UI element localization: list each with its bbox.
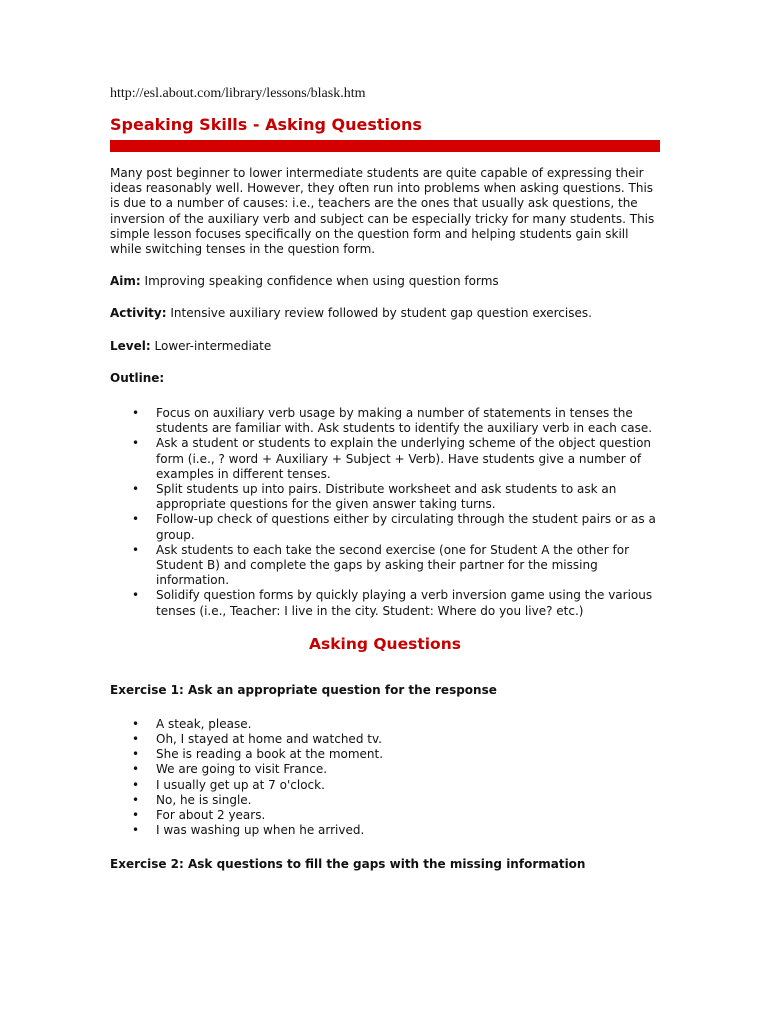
aim-label: Aim: bbox=[110, 274, 141, 289]
bullet-icon: • bbox=[132, 406, 140, 421]
list-item bbox=[110, 823, 660, 838]
list-item bbox=[110, 482, 660, 512]
page-title: Speaking Skills - Asking Questions bbox=[110, 115, 422, 134]
bullet-icon: • bbox=[132, 808, 140, 823]
bullet-icon: • bbox=[132, 792, 140, 807]
list-item bbox=[110, 717, 660, 732]
list-item bbox=[110, 778, 660, 793]
level-text: Lower-intermediate bbox=[154, 338, 272, 353]
outline-item-text: Split students up into pairs. Distribute worksheet and ask students to ask an appropriate questions for the given answer taking turns. bbox=[156, 482, 617, 512]
exercise2-title: Exercise 2: Ask questions to fill the gaps with the missing information bbox=[110, 856, 586, 871]
activity-label: Activity: bbox=[110, 306, 167, 321]
outline-item-text: Ask students to each take the second exercise (one for Student A the other for Student B) and complete the gaps by asking their partner for the missing information. bbox=[156, 542, 630, 588]
outline-item-text: Focus on auxiliary verb usage by making a number of statements in tenses the students are familiar with. Ask students to identify the auxiliary verb in each case. bbox=[156, 406, 653, 436]
list-item bbox=[110, 793, 660, 808]
aim-line bbox=[110, 274, 660, 289]
bullet-icon: • bbox=[132, 732, 140, 747]
list-item bbox=[110, 762, 660, 777]
bullet-icon: • bbox=[132, 542, 140, 557]
list-item bbox=[110, 808, 660, 823]
exercise1-item-text: No, he is single. bbox=[156, 792, 252, 807]
title-divider bbox=[110, 140, 660, 152]
bullet-icon: • bbox=[132, 512, 140, 527]
bullet-icon: • bbox=[132, 482, 140, 497]
list-item bbox=[110, 436, 660, 482]
intro-paragraph: Many post beginner to lower intermediate students are quite capable of expressing their ideas reasonably well. However, they often run into problems when asking questions. This is due to a number of causes: i.e., teachers are the ones that usually ask questions, the inversion of the auxiliary verb and subject can be especially tricky for many students. This simple lesson focuses specifically on the question form and helping students gain skill while switching tenses in the question form. bbox=[110, 166, 655, 257]
document-page bbox=[110, 86, 660, 871]
list-item bbox=[110, 543, 660, 589]
outline-item-text: Ask a student or students to explain the underlying scheme of the object question form (i.e., ? word + Auxiliary + Subject + Verb). Have students give a number of examples in different tenses. bbox=[156, 436, 652, 481]
list-item bbox=[110, 588, 660, 618]
exercise1-title: Exercise 1: Ask an appropriate question for the response bbox=[110, 682, 497, 697]
bullet-icon: • bbox=[132, 762, 140, 777]
exercise1-item-text: I was washing up when he arrived. bbox=[156, 823, 365, 838]
outline-item-text: Follow-up check of questions either by circulating through the student pairs or as a group. bbox=[156, 512, 656, 542]
list-item bbox=[110, 747, 660, 762]
list-item bbox=[110, 512, 660, 542]
bullet-icon: • bbox=[132, 436, 140, 451]
list-item bbox=[110, 406, 660, 436]
level-label: Level: bbox=[110, 338, 151, 353]
bullet-icon: • bbox=[132, 747, 140, 762]
activity-line bbox=[110, 306, 660, 321]
source-url: http://esl.about.com/library/lessons/blask.htm bbox=[110, 86, 366, 101]
outline-list bbox=[110, 406, 660, 619]
section-title: Asking Questions bbox=[309, 634, 461, 653]
bullet-icon: • bbox=[132, 588, 140, 603]
exercise1-item-text: A steak, please. bbox=[156, 716, 252, 731]
outline-item-text: Solidify question forms by quickly playing a verb inversion game using the various tenses (i.e., Teacher: I live in the city. Student: Where do you live? etc.) bbox=[156, 588, 653, 618]
exercise1-list bbox=[110, 717, 660, 839]
outline-label: Outline: bbox=[110, 370, 165, 385]
exercise1-item-text: For about 2 years. bbox=[156, 808, 266, 823]
aim-text: Improving speaking confidence when using question forms bbox=[144, 274, 499, 289]
list-item bbox=[110, 732, 660, 747]
exercise1-item-text: I usually get up at 7 o'clock. bbox=[156, 777, 325, 792]
bullet-icon: • bbox=[132, 777, 140, 792]
exercise1-item-text: We are going to visit France. bbox=[156, 762, 328, 777]
bullet-icon: • bbox=[132, 823, 140, 838]
exercise1-item-text: She is reading a book at the moment. bbox=[156, 747, 384, 762]
exercise1-item-text: Oh, I stayed at home and watched tv. bbox=[156, 732, 382, 747]
bullet-icon: • bbox=[132, 716, 140, 731]
activity-text: Intensive auxiliary review followed by student gap question exercises. bbox=[170, 306, 592, 321]
level-line bbox=[110, 339, 660, 354]
